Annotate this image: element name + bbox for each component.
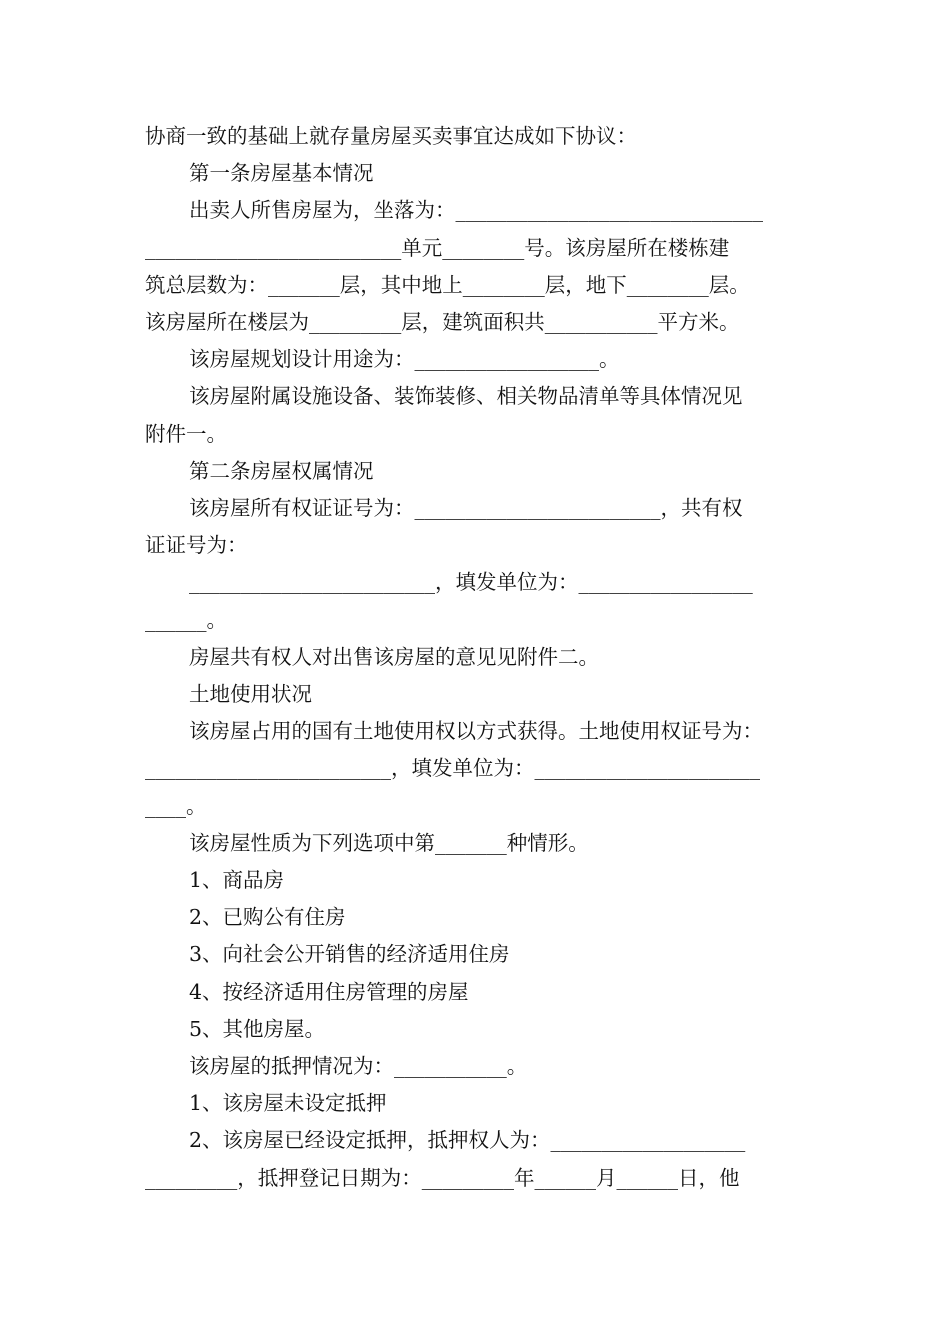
text-line: 筑总层数为：_______层，其中地上________层，地下________层。 [145, 272, 750, 297]
list-item: 2、该房屋已经设定抵押，抵押权人为：___________________ [189, 1128, 746, 1153]
section-heading: 土地使用状况 [189, 682, 312, 707]
text-line: 该房屋所有权证证号为：________________________，共有权 [189, 496, 743, 521]
text-line: ____。 [145, 793, 207, 818]
list-item: 1、该房屋未设定抵押 [189, 1091, 387, 1116]
text-line: 出卖人所售房屋为，坐落为：______________________________ [189, 198, 763, 223]
section-heading: 第二条房屋权属情况 [189, 458, 374, 483]
text-line: 该房屋附属设施设备、装饰装修、相关物品清单等具体情况见 [189, 384, 743, 409]
text-line: 该房屋占用的国有土地使用权以方式获得。土地使用权证号为： [189, 719, 763, 744]
document-page [145, 118, 807, 1197]
text-line: 附件一。 [145, 421, 227, 446]
section-heading: 第一条房屋基本情况 [189, 161, 374, 186]
text-line: 该房屋所在楼层为_________层，建筑面积共___________平方米。 [145, 310, 740, 335]
text-line: 该房屋的抵押情况为：___________。 [189, 1054, 528, 1079]
text-line: ________________________，填发单位为：______________________ [145, 756, 760, 781]
list-item: 4、按经济适用住房管理的房屋 [189, 979, 469, 1004]
text-line: ______。 [145, 607, 227, 632]
list-item: 3、向社会公开销售的经济适用住房 [189, 942, 510, 967]
list-item: 2、已购公有住房 [189, 905, 346, 930]
text-line: 该房屋性质为下列选项中第_______种情形。 [189, 830, 589, 855]
text-line: _________，抵押登记日期为：_________年______月______日，他 [145, 1165, 740, 1190]
list-item: 5、其他房屋。 [189, 1016, 326, 1041]
text-line: ________________________，填发单位为：_________________ [189, 570, 753, 595]
text-line: 该房屋规划设计用途为：__________________。 [189, 347, 620, 372]
text-line: 证证号为： [145, 533, 248, 558]
text-line: 房屋共有权人对出售该房屋的意见见附件二。 [189, 644, 599, 669]
text-line: _________________________单元________号。该房屋所在楼栋建 [145, 235, 730, 260]
text-line: 协商一致的基础上就存量房屋买卖事宜达成如下协议： [145, 124, 637, 148]
list-item: 1、商品房 [189, 868, 285, 893]
